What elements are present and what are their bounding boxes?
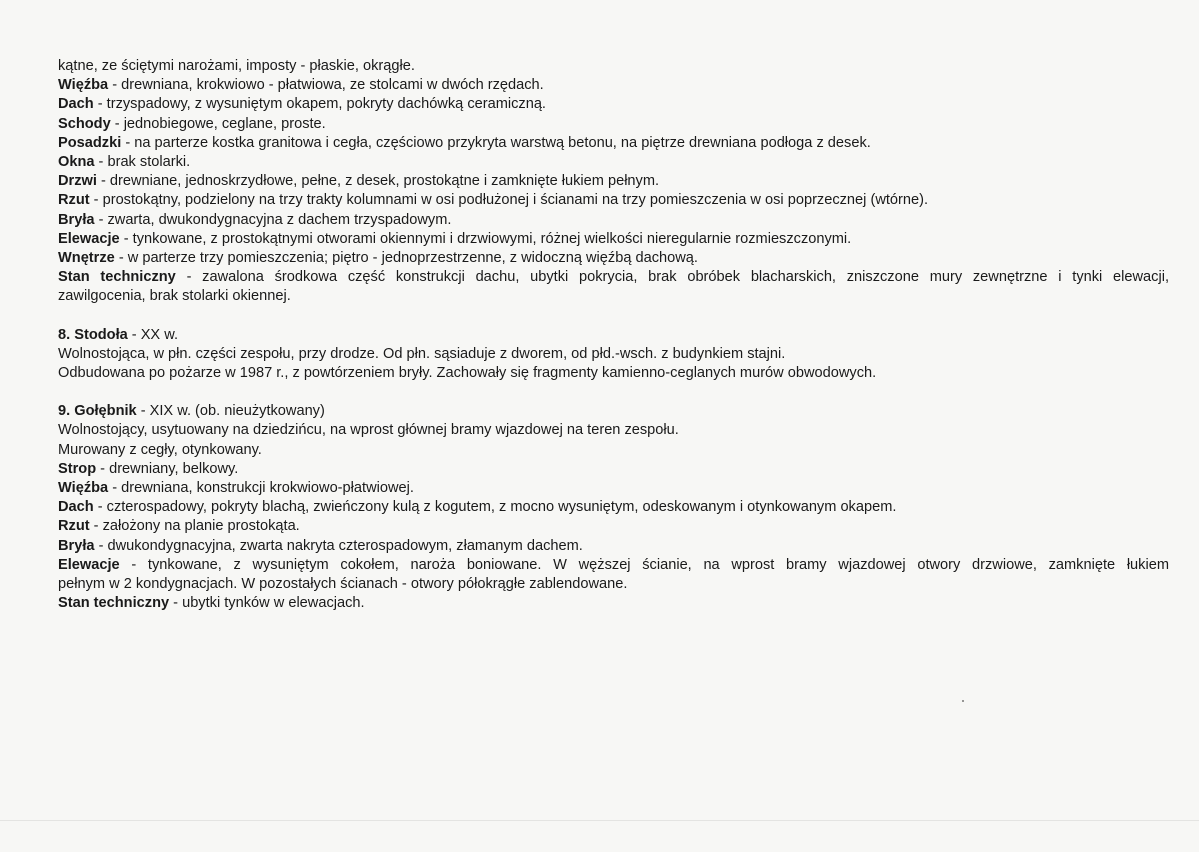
term-label: Posadzki [58, 134, 122, 151]
term-label: Bryła [58, 211, 95, 228]
line-text: - założony na planie prostokąta. [89, 518, 300, 535]
line-text: - brak stolarki. [94, 154, 191, 171]
text-line [58, 287, 1169, 306]
term-label: Bryła [58, 537, 95, 554]
line-text: Murowany z cegły, otynkowany. [58, 441, 262, 458]
line-text: - drewniana, krokwiowo - płatwiowa, ze stolcami w dwóch rzędach. [108, 77, 544, 94]
text-line [58, 95, 1169, 114]
section-stodola [58, 326, 1169, 384]
top-section [58, 57, 1169, 307]
text-line [58, 441, 1169, 460]
paragraph-gap [58, 307, 1169, 326]
section-title: 9. Gołębnik [58, 403, 137, 420]
line-text: kątne, ze ściętymi narożami, imposty - płaskie, okrągłe. [58, 58, 415, 74]
line-text: - zawalona środkowa część konstrukcji dachu, ubytki pokrycia, brak obróbek blacharskich, zniszczone mury zewnętrzne i tynki elewacji, [175, 269, 1169, 286]
section-golebnik [58, 402, 1169, 613]
text-line [58, 345, 1169, 364]
line-text: - zwarta, dwukondygnacyjna z dachem trzyspadowym. [94, 211, 452, 228]
line-text: - na parterze kostka granitowa i cegła, częściowo przykryta warstwą betonu, na piętrze drewniana podłoga z desek. [121, 134, 871, 151]
text-line [58, 191, 1169, 210]
line-text: - drewniany, belkowy. [96, 460, 239, 477]
section-title: 8. Stodoła [58, 326, 128, 343]
term-label: Stan techniczny [58, 269, 176, 286]
term-label: Więźba [58, 77, 109, 94]
text-line [58, 517, 1169, 536]
term-label: Rzut [58, 192, 90, 209]
line-text: - drewniane, jednoskrzydłowe, pełne, z desek, prostokątne i zamknięte łukiem pełnym. [96, 173, 660, 190]
section-heading [58, 402, 1169, 421]
text-line [58, 230, 1169, 249]
line-text: - tynkowane, z wysuniętym cokołem, naroża boniowane. W węższej ścianie, na wprost bramy wjazdowej otwory drzwiowe, zamknięte łukiem [119, 556, 1169, 573]
section-heading [58, 326, 1169, 345]
line-text: - drewniana, konstrukcji krokwiowo-płatwiowej. [108, 480, 414, 497]
text-line [58, 115, 1169, 134]
line-text: Odbudowana po pożarze w 1987 r., z powtórzeniem bryły. Zachowały się fragmenty kamienno-ceglanych murów obwodowych. [58, 365, 877, 382]
term-label: Rzut [58, 518, 90, 535]
section-date: - XIX w. (ob. nieużytkowany) [136, 403, 325, 420]
text-line [58, 479, 1169, 498]
line-text: - prostokątny, podzielony na trzy trakty kolumnami w osi podłużonej i ścianami na trzy pomieszczenia w osi poprzecznej (wtórne). [89, 192, 929, 209]
line-text: - trzyspadowy, z wysuniętym okapem, pokryty dachówką ceramiczną. [93, 96, 546, 113]
line-text: - w parterze trzy pomieszczenia; piętro - jednoprzestrzenne, z widoczną więźbą dachową. [114, 250, 698, 267]
term-label: Więźba [58, 480, 109, 497]
line-text: - ubytki tynków w elewacjach. [169, 595, 365, 612]
text-line [58, 537, 1169, 556]
term-label: Wnętrze [58, 250, 115, 267]
text-line [58, 364, 1169, 383]
line-text: Wolnostojąca, w płn. części zespołu, przy drodze. Od płn. sąsiaduje z dworem, od płd.-wsch. z budynkiem stajni. [58, 345, 786, 362]
line-text: - jednobiegowe, ceglane, proste. [110, 115, 326, 132]
text-line [58, 460, 1169, 479]
line-text: - tynkowane, z prostokątnymi otworami okiennymi i drzwiowymi, różnej wielkości nieregularnie rozmieszczonymi. [119, 230, 852, 247]
text-line [58, 172, 1169, 191]
paragraph-gap [58, 383, 1169, 402]
term-label: Dach [58, 96, 94, 113]
text-line [58, 594, 1169, 613]
term-label: Dach [58, 499, 94, 516]
text-line [58, 153, 1169, 172]
line-text: Wolnostojący, usytuowany na dziedzińcu, na wprost głównej bramy wjazdowej na teren zespołu. [58, 422, 679, 439]
section-date: - XX w. [127, 326, 179, 343]
text-line [58, 421, 1169, 440]
text-line [58, 211, 1169, 230]
line-text: pełnym w 2 kondygnacjach. W pozostałych ścianach - otwory półokrągłe zablendowane. [58, 576, 628, 593]
line-text: - czterospadowy, pokryty blachą, zwieńczony kulą z kogutem, z mocno wysuniętym, odeskowanym i otynkowanym okapem. [93, 499, 897, 516]
text-line [58, 268, 1169, 287]
text-line [58, 556, 1169, 575]
text-line [58, 76, 1169, 95]
term-label: Stan techniczny [58, 595, 170, 612]
term-label: Drzwi [58, 173, 97, 190]
term-label: Elewacje [58, 230, 120, 247]
line-text: - dwukondygnacyjna, zwarta nakryta czterospadowym, złamanym dachem. [94, 537, 583, 554]
scan-speck [962, 700, 964, 702]
text-line [58, 57, 1169, 76]
term-label: Okna [58, 154, 95, 171]
term-label: Strop [58, 460, 97, 477]
text-line [58, 134, 1169, 153]
text-line [58, 575, 1169, 594]
scan-edge-line [0, 820, 1199, 821]
term-label: Elewacje [58, 556, 120, 573]
text-line [58, 249, 1169, 268]
text-line [58, 498, 1169, 517]
line-text: zawilgocenia, brak stolarki okiennej. [58, 288, 291, 305]
term-label: Schody [58, 115, 111, 132]
